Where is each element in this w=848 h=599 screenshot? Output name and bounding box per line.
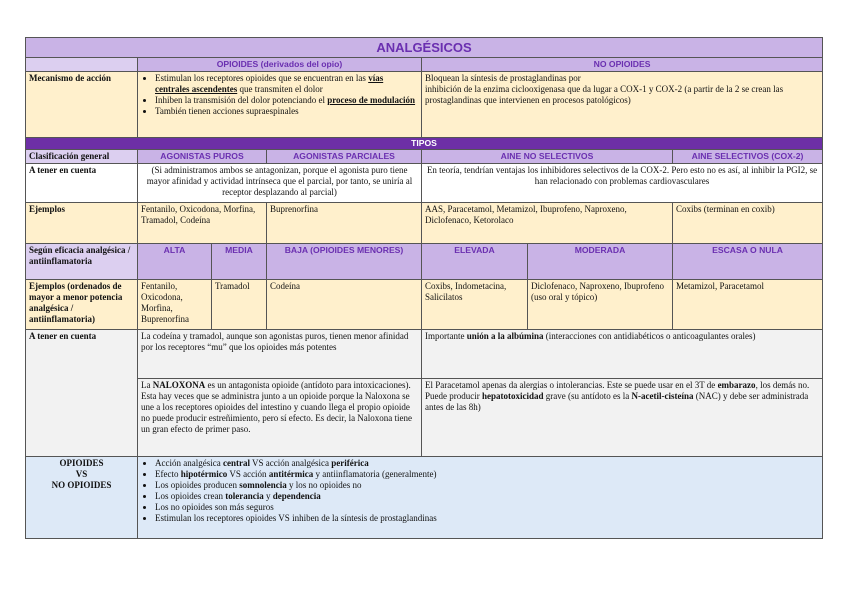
row-label-eficacia: Según eficacia analgésica / antiinflamatoria: [26, 244, 138, 280]
list-item: • Efecto hipotérmico VS acción antitérmica y antiinflamatoria (generalmente): [155, 469, 819, 480]
ejemplos-puros: Fentanilo, Oxicodona, Morfina, Tramadol, Codeína: [138, 203, 267, 244]
list-item: • Inhiben la transmisión del dolor potenciando el proceso de modulación: [155, 95, 418, 106]
ej-orden-moderada: Diclofenaco, Naproxeno, Ibuprofeno (uso oral y tópico): [528, 280, 673, 330]
eficacia-alta: ALTA: [138, 244, 212, 280]
list-item: • Estimulan los receptores opioides que se encuentran en las vías centrales ascendentes que transmiten el dolor: [155, 73, 418, 95]
row-label-tener-2: A tener en cuenta: [26, 330, 138, 457]
ej-orden-elevada: Coxibs, Indometacina, Salicilatos: [422, 280, 528, 330]
tener1-opioides: (Si administramos ambos se antagonizan, porque el agonista puro tiene mayor afinidad y actividad intrínseca que el parcial, por tanto, se uniría al receptor desplazando al parcial): [138, 164, 422, 203]
ej-orden-media: Tramadol: [212, 280, 267, 330]
list-item: • Los no opioides son más seguros: [155, 502, 819, 513]
header-opioides: OPIOIDES (derivados del opio): [138, 58, 422, 72]
ejemplos-aine-selectivos: Coxibs (terminan en coxib): [673, 203, 823, 244]
analgesicos-document: [25, 37, 822, 539]
mecanismo-opioides-list: [141, 73, 418, 117]
eficacia-media: MEDIA: [212, 244, 267, 280]
comparacion-content: [138, 457, 823, 539]
eficacia-baja: BAJA (OPIOIDES MENORES): [267, 244, 422, 280]
mecanismo-no-opioides: Bloquean la síntesis de prostaglandinas por inhibición de la enzima ciclooxigenasa que da lugar a COX-1 y COX-2 (a partir de la 2 se crean las prostaglandinas que intervienen en procesos patológicos): [422, 72, 823, 138]
document-title: ANALGÉSICOS: [26, 38, 823, 58]
list-item: • Los opioides producen somnolencia y los no opioides no: [155, 480, 819, 491]
eficacia-elevada: ELEVADA: [422, 244, 528, 280]
ejemplos-aine-no-selectivos: AAS, Paracetamol, Metamizol, Ibuprofeno, Naproxeno, Diclofenaco, Ketorolaco: [422, 203, 673, 244]
list-item: • También tienen acciones supraespinales: [155, 106, 418, 117]
tipos-bar: TIPOS: [26, 138, 823, 150]
ej-orden-escasa: Metamizol, Paracetamol: [673, 280, 823, 330]
ejemplos-parciales: Buprenorfina: [267, 203, 422, 244]
tener2-opioides-codeina: La codeína y tramadol, aunque son agonistas puros, tienen menor afinidad por los receptores “mu” que los opioides más potentes: [138, 330, 422, 379]
header-aine-no-selectivos: AINE NO SELECTIVOS: [422, 150, 673, 164]
eficacia-escasa: ESCASA O NULA: [673, 244, 823, 280]
row-label-mecanismo: Mecanismo de acción: [26, 72, 138, 138]
row-label-ejemplos: Ejemplos: [26, 203, 138, 244]
list-item: • Acción analgésica central VS acción analgésica periférica: [155, 458, 819, 469]
row-label-comparacion: OPIOIDES VS NO OPIOIDES: [26, 457, 138, 539]
row-label-ejemplos-ordenados: Ejemplos (ordenados de mayor a menor potencia analgésica / antiinflamatoria): [26, 280, 138, 330]
header-agonistas-parciales: AGONISTAS PARCIALES: [267, 150, 422, 164]
row-label-tener-1: A tener en cuenta: [26, 164, 138, 203]
tener2-opioides-naloxona: La NALOXONA es un antagonista opioide (antídoto para intoxicaciones). Esta hay veces que se administra junto a un opioide porque la Naloxona se une a los receptores opioides del intestino y cuando llega el propio opioide no puede producir estreñimiento, pero sí efecto. Es decir, la Naloxona tiene un gran efecto de primer paso.: [138, 379, 422, 457]
tener2-no-opioides-paracetamol: El Paracetamol apenas da alergias o intolerancias. Este se puede usar en el 3T de embarazo, los demás no. Puede producir hepatotoxicidad grave (su antídoto es la N-acetil-cisteína (NAC) y debe ser administrada antes de las 8h): [422, 379, 823, 457]
mecanismo-opioides: [138, 72, 422, 138]
tener2-no-opioides-albumina: Importante unión a la albúmina (interacciones con antidiabéticos o anticoagulantes orales): [422, 330, 823, 379]
ej-orden-baja: Codeína: [267, 280, 422, 330]
analgesicos-table: [25, 37, 823, 539]
header-aine-selectivos: AINE SELECTIVOS (COX-2): [673, 150, 823, 164]
row-label-clasificacion: Clasificación general: [26, 150, 138, 164]
comparacion-list: [141, 458, 819, 524]
ej-orden-alta: Fentanilo, Oxicodona, Morfina, Buprenorfina: [138, 280, 212, 330]
corner-cell: [26, 58, 138, 72]
tener1-no-opioides: En teoría, tendrían ventajas los inhibidores selectivos de la COX-2. Pero esto no es así, al inhibir la PGI2, se han relacionado con problemas cardiovasculares: [422, 164, 823, 203]
list-item: • Estimulan los receptores opioides VS inhiben de la síntesis de prostaglandinas: [155, 513, 819, 524]
eficacia-moderada: MODERADA: [528, 244, 673, 280]
header-agonistas-puros: AGONISTAS PUROS: [138, 150, 267, 164]
header-no-opioides: NO OPIOIDES: [422, 58, 823, 72]
list-item: • Los opioides crean tolerancia y dependencia: [155, 491, 819, 502]
